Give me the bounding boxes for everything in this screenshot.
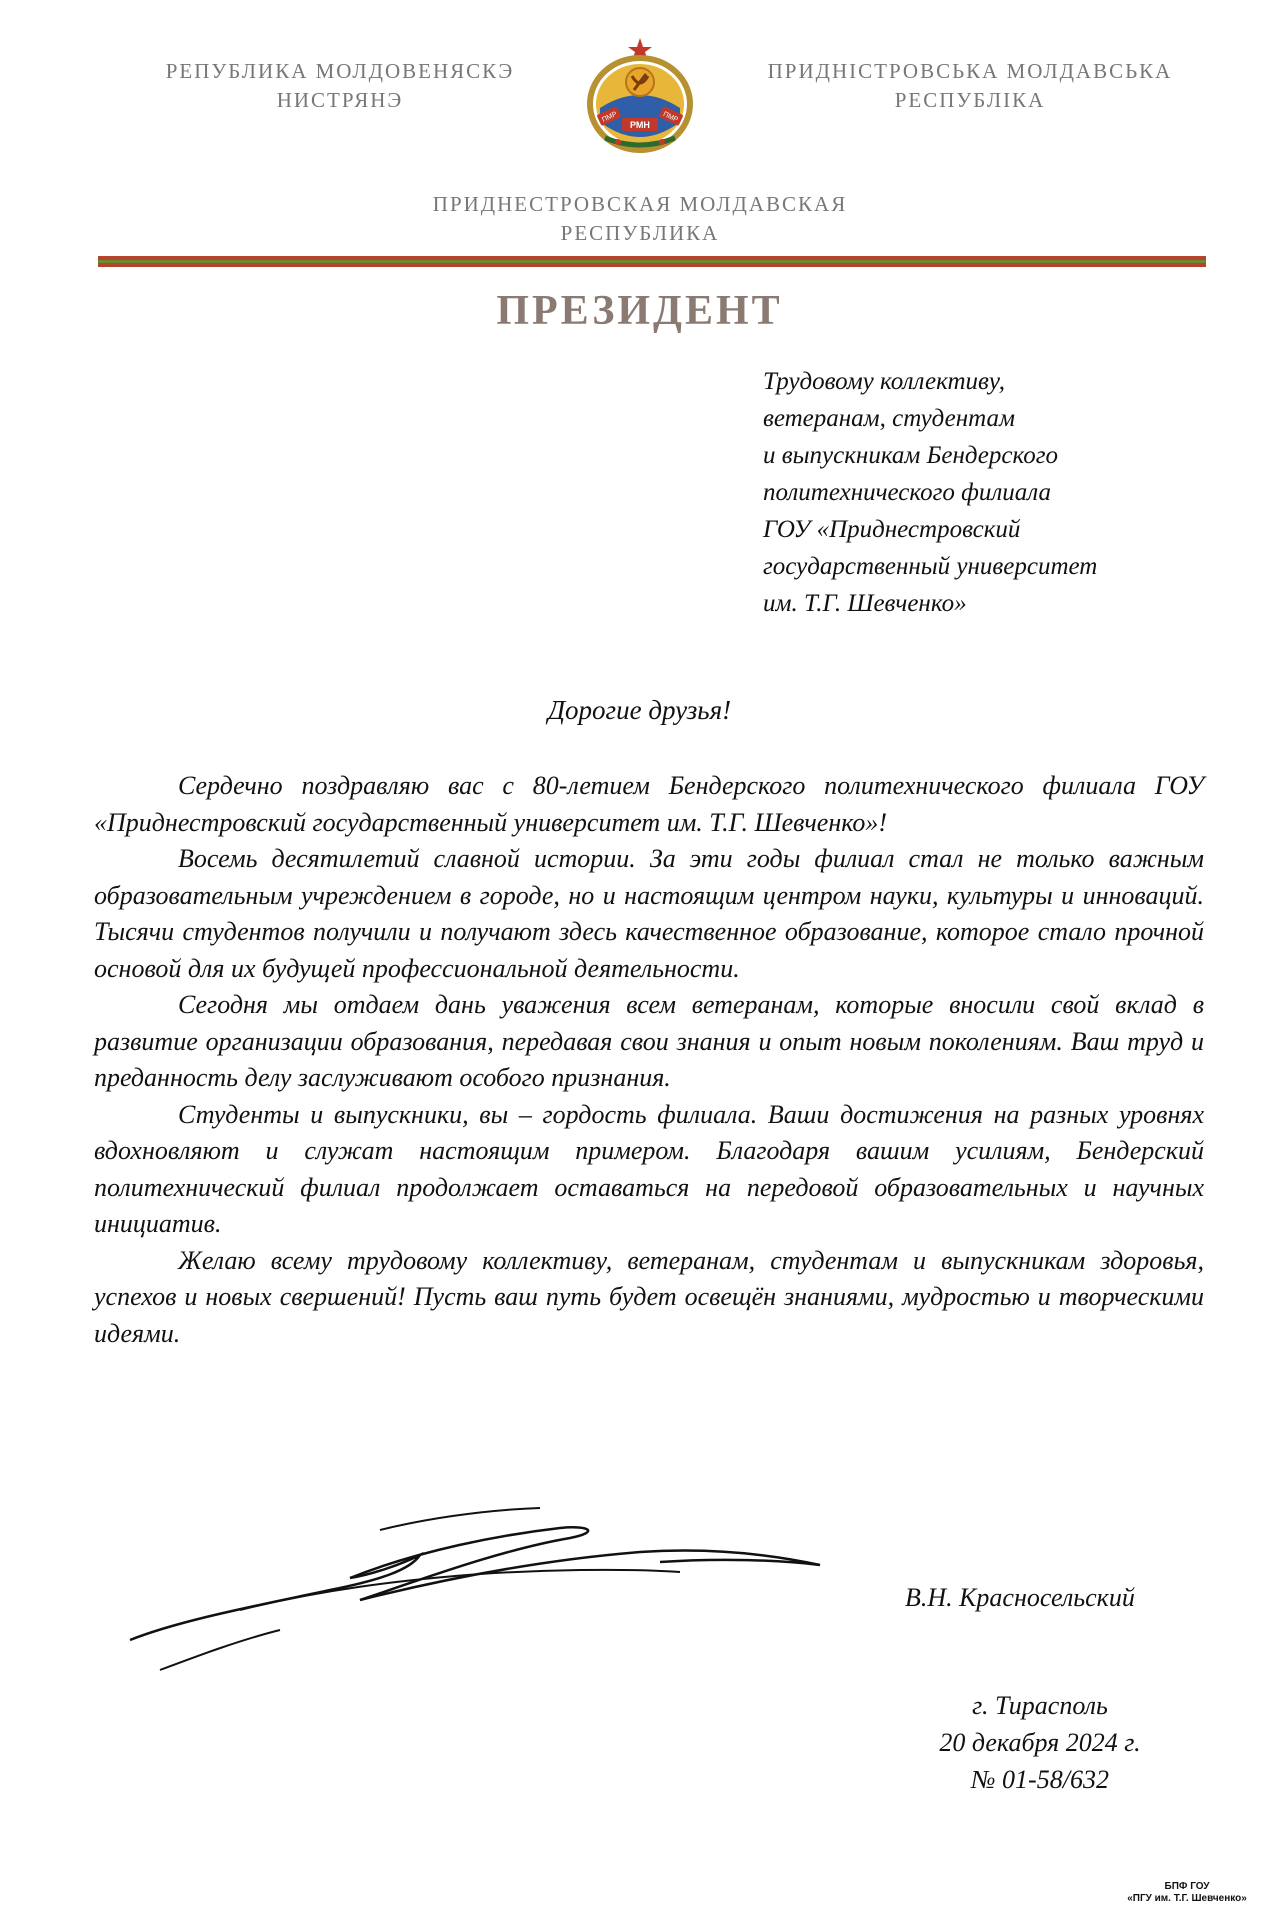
header-left-line-2: НИСТРЯНЭ bbox=[276, 88, 404, 112]
header-center bbox=[400, 190, 880, 248]
addressee-line: Трудовому коллективу, bbox=[763, 368, 1006, 395]
header-left-line-1: РЕПУБЛИКА МОЛДОВЕНЯСКЭ bbox=[165, 59, 515, 83]
header-right-line-2: РЕСПУБЛІКА bbox=[894, 88, 1046, 112]
coat-of-arms-emblem bbox=[580, 30, 700, 160]
paragraph: Восемь десятилетий славной истории. За эти годы филиал стал не только важным образовательным учреждением в городе, но и настоящим центром науки, культуры и инноваций. Тысячи студентов получили и получают здесь качественное образование, которое стало прочной основой для их будущей профессиональной деятельности. bbox=[94, 844, 1204, 983]
letter-body bbox=[94, 768, 1204, 1352]
document-title: ПРЕЗИДЕНТ bbox=[496, 288, 783, 334]
document-number: № 01-58/632 bbox=[971, 1765, 1109, 1794]
addressee-block bbox=[763, 363, 1223, 622]
addressee-line: им. Т.Г. Шевченко» bbox=[763, 590, 967, 617]
handwritten-signature bbox=[120, 1490, 940, 1690]
paragraph: Сегодня мы отдаем дань уважения всем ветеранам, которые вносили свой вклад в развитие организации образования, передавая свои знания и опыт новым поколениям. Ваш труд и преданность делу заслуживают особого признания. bbox=[94, 990, 1204, 1092]
header-center-line-1: ПРИДНЕСТРОВСКАЯ МОЛДАВСКАЯ bbox=[432, 192, 848, 216]
addressee-line: государственный университет bbox=[763, 553, 1098, 580]
addressee-line: и выпускникам Бендерского bbox=[763, 442, 1058, 469]
paragraph: Студенты и выпускники, вы – гордость филиала. Ваши достижения на разных уровнях вдохновляют и служат настоящим примером. Благодаря вашим усилиям, Бендерский политехнический филиал продолжает оставаться на передовой образовательных и научных инициатив. bbox=[94, 1099, 1204, 1238]
stamp-text bbox=[1112, 1881, 1262, 1905]
place: г. Тирасполь bbox=[972, 1691, 1108, 1720]
greeting: Дорогие друзья! bbox=[547, 695, 732, 725]
paragraph: Сердечно поздравляю вас с 80-летием Бендерского политехнического филиала ГОУ «Приднестровский государственный университет им. Т.Г. Шевченко»! bbox=[94, 771, 1204, 837]
paragraph: Желаю всему трудовому коллективу, ветеранам, студентам и выпускникам здоровья, успехов и новых свершений! Пусть ваш путь будет освещён знаниями, мудростью и творческими идеями. bbox=[94, 1245, 1204, 1348]
svg-text:ПМР: ПМР bbox=[661, 110, 679, 124]
place-date-number bbox=[930, 1687, 1150, 1798]
header-right-line-1: ПРИДНІСТРОВСЬКА МОЛДАВСЬКА bbox=[767, 59, 1173, 83]
addressee-line: политехнического филиала bbox=[763, 479, 1051, 506]
stamp-line-1: БПФ ГОУ bbox=[1164, 1881, 1210, 1892]
date: 20 декабря 2024 г. bbox=[939, 1728, 1141, 1757]
signer-name: В.Н. Красносельский bbox=[905, 1583, 1135, 1612]
svg-text:РМН: РМН bbox=[630, 120, 650, 130]
stamp-line-2: «ПГУ им. Т.Г. Шевченко» bbox=[1127, 1893, 1247, 1904]
svg-text:ПМР: ПМР bbox=[601, 110, 619, 124]
header-right bbox=[760, 57, 1180, 115]
header-left bbox=[140, 57, 540, 115]
flag-stripe-bottom bbox=[98, 263, 1206, 267]
addressee-line: ветеранам, студентам bbox=[763, 405, 1015, 432]
addressee-line: ГОУ «Приднестровский bbox=[763, 516, 1021, 543]
header-center-line-2: РЕСПУБЛИКА bbox=[560, 221, 720, 245]
